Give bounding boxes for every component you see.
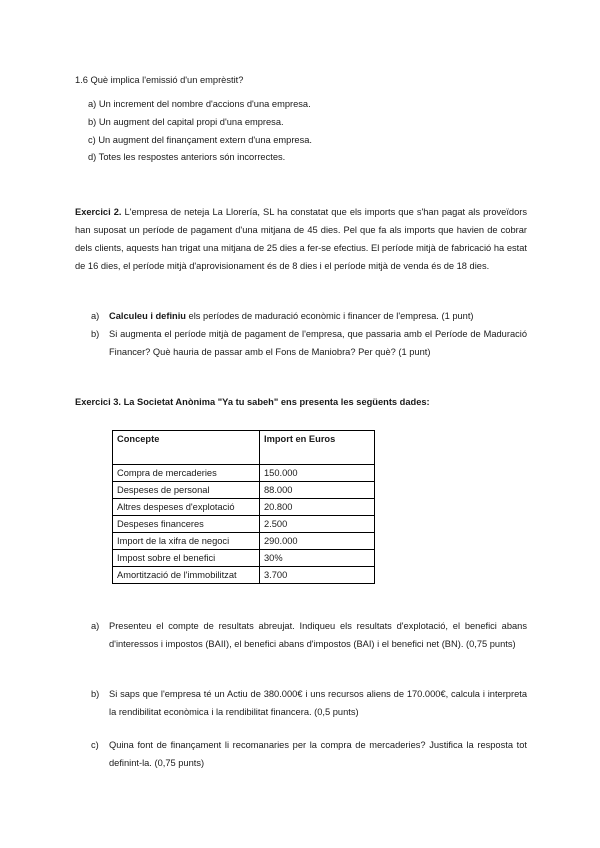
option-c: c) Un augment del finançament extern d'una empresa.	[88, 135, 312, 145]
item-label: b)	[91, 689, 100, 699]
item-bold-text: Calculeu i definiu	[109, 311, 186, 321]
table-row	[113, 567, 375, 584]
cell-amount: 290.000	[260, 533, 375, 550]
table-row	[113, 465, 375, 482]
question-1-6-title: 1.6 Què implica l'emissió d'un emprèstit?	[75, 75, 244, 85]
header-amount: Import en Euros	[260, 431, 375, 465]
exercise-2-text: L'empresa de neteja La Llorería, SL ha constatat que els imports que s'han pagat als proveïdors han suposat un període de pagament d'una mitjana de 45 dies. Pel que fa als imports que havien de cobrar dels clients, aquests han trigat una mitjana de 25 dies a fer-se efectius. El període mitjà de fabricació ha estat de 16 dies, el període mitjà d'aprovisionament és de 8 dies i el període mitjà de venda és de 18 dies.	[75, 207, 527, 271]
cell-concept: Impost sobre el benefici	[113, 550, 260, 567]
exercise-2-item-b	[91, 325, 527, 361]
cell-concept: Amortització de l'immobilitzat	[113, 567, 260, 584]
item-text: Quina font de finançament li recomanaries per la compra de mercaderies? Justifica la resposta tot definint-la. (0,75 punts)	[109, 740, 527, 768]
exercise-2-statement	[75, 203, 527, 275]
cell-amount: 2.500	[260, 516, 375, 533]
option-d: d) Totes les respostes anteriors són incorrectes.	[88, 152, 286, 162]
item-label: a)	[91, 621, 100, 631]
cell-amount: 88.000	[260, 482, 375, 499]
item-label: c)	[91, 740, 99, 750]
table-row	[113, 550, 375, 567]
cell-amount: 30%	[260, 550, 375, 567]
item-text: Si augmenta el període mitjà de pagament de l'empresa, que passaria amb el Període de Maduració Financer? Què hauria de passar amb el Fons de Maniobra? Per què? (1 punt)	[109, 329, 527, 357]
cell-concept: Import de la xifra de negoci	[113, 533, 260, 550]
item-text: Presenteu el compte de resultats abreujat. Indiqueu els resultats d'explotació, el benefici abans d'interessos i impostos (BAII), el benefici abans d'impostos (BAI) i el benefici net (BN). (0,75 punts)	[109, 621, 527, 649]
exercise-3-item-b	[91, 685, 527, 721]
table-header-row	[113, 431, 375, 465]
cell-concept: Compra de mercaderies	[113, 465, 260, 482]
cell-amount: 3.700	[260, 567, 375, 584]
cell-concept: Despeses financeres	[113, 516, 260, 533]
header-concept: Concepte	[113, 431, 260, 465]
item-text: Si saps que l'empresa té un Actiu de 380.000€ i uns recursos aliens de 170.000€, calcula i interpreta la rendibilitat econòmica i la rendibilitat financera. (0,5 punts)	[109, 689, 527, 717]
table-row	[113, 533, 375, 550]
exercise-2-label: Exercici 2.	[75, 207, 122, 217]
cell-amount: 150.000	[260, 465, 375, 482]
exercise-3-heading: Exercici 3. La Societat Anònima "Ya tu sabeh" ens presenta les següents dades:	[75, 397, 430, 407]
exercise-2-item-a	[91, 307, 527, 325]
table-row	[113, 516, 375, 533]
item-label: a)	[91, 311, 100, 321]
cell-concept: Altres despeses d'explotació	[113, 499, 260, 516]
item-text: els períodes de maduració econòmic i financer de l'empresa. (1 punt)	[185, 311, 474, 321]
cell-amount: 20.800	[260, 499, 375, 516]
table-row	[113, 499, 375, 516]
option-b: b) Un augment del capital propi d'una empresa.	[88, 117, 284, 127]
table-row	[113, 482, 375, 499]
data-table	[112, 430, 375, 584]
cell-concept: Despeses de personal	[113, 482, 260, 499]
item-label: b)	[91, 329, 100, 339]
option-a: a) Un increment del nombre d'accions d'una empresa.	[88, 99, 311, 109]
exercise-3-item-c	[91, 736, 527, 772]
exercise-3-item-a	[91, 617, 527, 653]
